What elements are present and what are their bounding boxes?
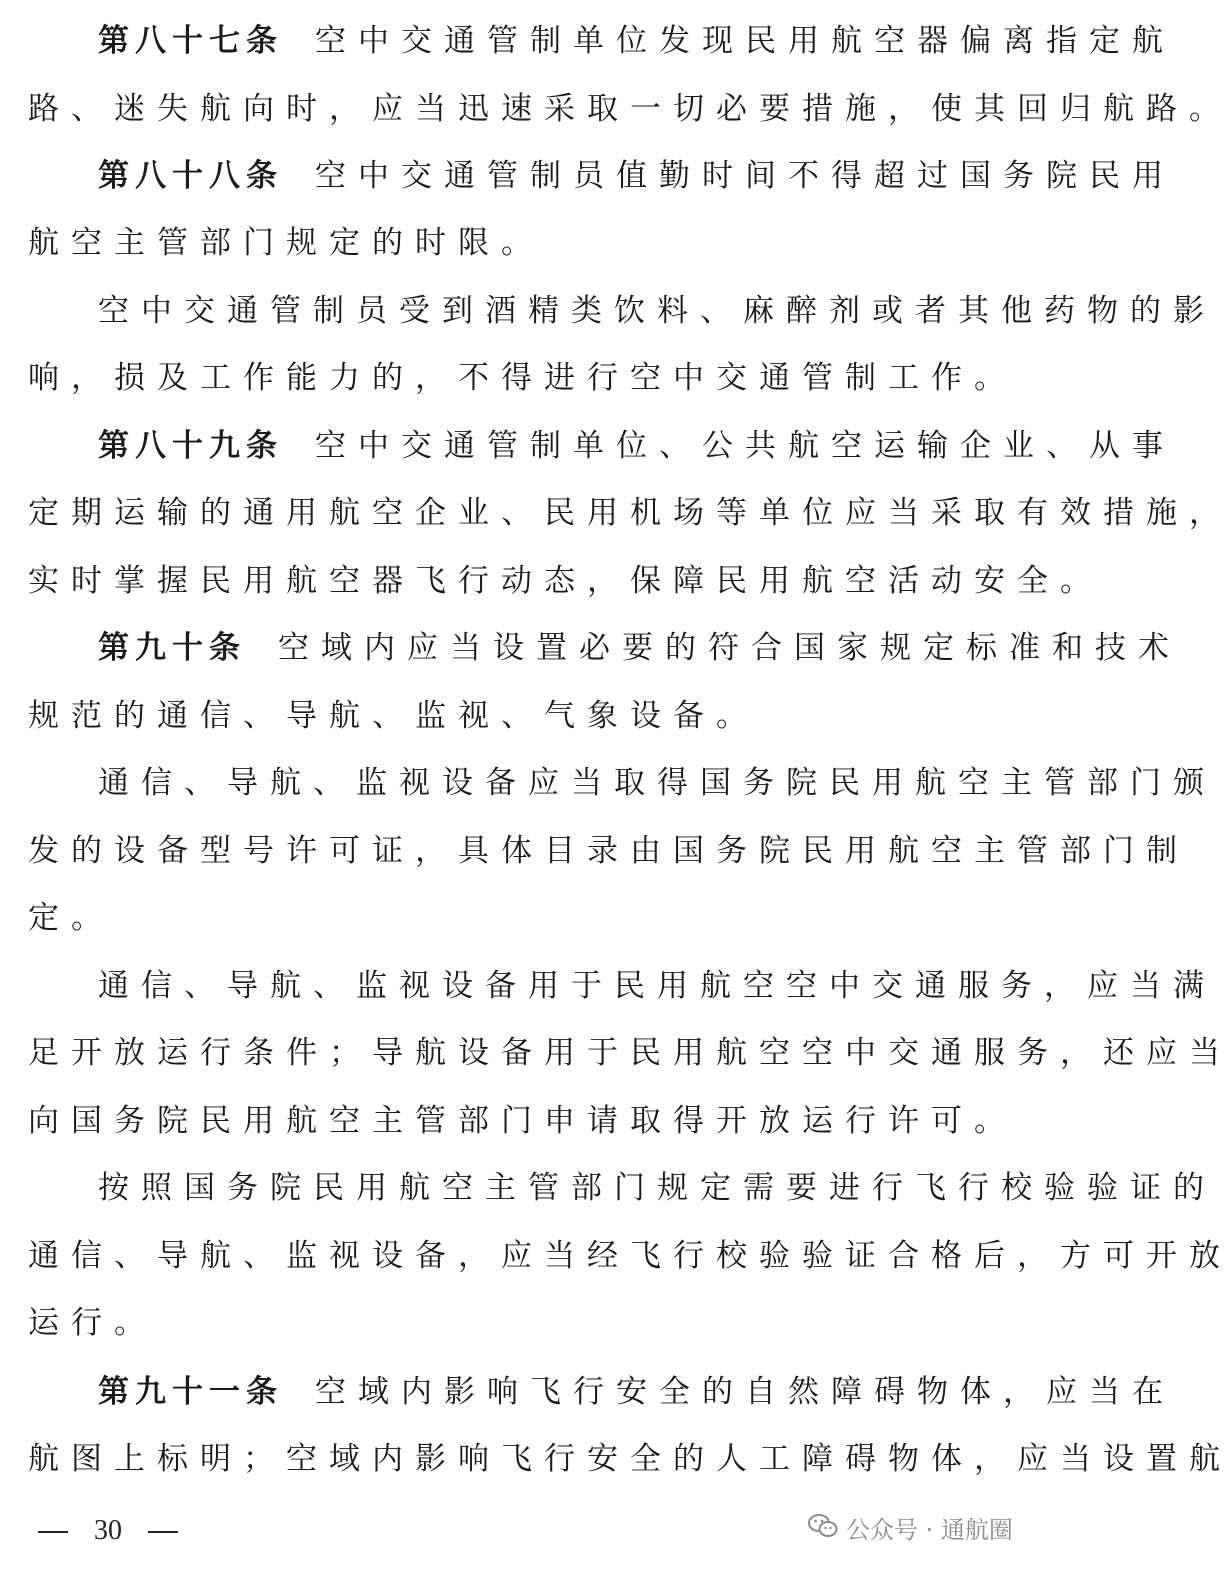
article-88-para-2-line-2	[28, 354, 1058, 402]
article-88-line-1	[98, 152, 1175, 200]
article-90-para-2-line-2	[28, 827, 1189, 875]
article-heading: 第八十八条	[98, 158, 283, 194]
article-90-para-2-line-1	[98, 759, 1216, 807]
line-text: 航空主管部门规定的时限。	[28, 225, 544, 261]
line-text: 通信、导航、监视设备用于民用航空空中交通服务，应当满	[98, 968, 1216, 1004]
wechat-icon	[808, 1509, 838, 1553]
article-89-line-2	[28, 489, 1232, 537]
article-91-line-1	[98, 1368, 1175, 1416]
article-90-para-4-line-1	[98, 1164, 1216, 1212]
watermark-text: 公众号 · 通航圈	[846, 1516, 1013, 1544]
article-heading: 第八十七条	[98, 23, 283, 59]
line-text: 空中交通管制单位发现民用航空器偏离指定航	[315, 23, 1175, 59]
line-text: 空中交通管制员受到酒精类饮料、麻醉剂或者其他药物的影	[98, 293, 1216, 329]
article-88-line-2	[28, 219, 1058, 267]
article-90-para-4-line-2	[28, 1232, 1232, 1280]
article-89-line-1	[98, 422, 1175, 470]
line-text: 定。	[28, 900, 114, 936]
line-text: 运行。	[28, 1305, 157, 1341]
line-text: 按照国务院民用航空主管部门规定需要进行飞行校验验证的	[98, 1170, 1216, 1206]
article-heading: 第八十九条	[98, 428, 283, 464]
line-text: 实时掌握民用航空器飞行动态，保障民用航空活动安全。	[28, 563, 1103, 599]
article-89-line-3	[28, 557, 1103, 605]
line-text: 定期运输的通用航空企业、民用机场等单位应当采取有效措施，	[28, 495, 1232, 531]
article-90-para-3-line-3	[28, 1097, 1058, 1145]
line-text: 通信、导航、监视设备，应当经飞行校验验证合格后，方可开放	[28, 1238, 1232, 1274]
line-text: 规范的通信、导航、监视、气象设备。	[28, 698, 759, 734]
article-90-para-4-line-3	[28, 1299, 1058, 1347]
article-88-para-2-line-1	[98, 287, 1216, 335]
article-90-para-3-line-1	[98, 962, 1216, 1010]
page-number-dash-right	[148, 1531, 178, 1533]
article-91-line-2	[28, 1435, 1232, 1483]
page-number: 30	[94, 1515, 122, 1546]
line-text: 空中交通管制单位、公共航空运输企业、从事	[315, 428, 1175, 464]
article-heading: 第九十条	[98, 630, 246, 666]
article-90-line-1	[98, 624, 1181, 672]
line-text: 航图上标明；空域内影响飞行安全的人工障碍物体，应当设置航	[28, 1441, 1232, 1477]
article-90-para-3-line-2	[28, 1029, 1232, 1077]
article-90-line-2	[28, 692, 1058, 740]
line-text: 发的设备型号许可证，具体目录由国务院民用航空主管部门制	[28, 833, 1189, 869]
line-text: 空中交通管制员值勤时间不得超过国务院民用	[315, 158, 1175, 194]
line-text: 通信、导航、监视设备应当取得国务院民用航空主管部门颁	[98, 765, 1216, 801]
line-text: 向国务院民用航空主管部门申请取得开放运行许可。	[28, 1103, 1017, 1139]
line-text: 响，损及工作能力的，不得进行空中交通管制工作。	[28, 360, 1017, 396]
line-text: 空域内影响飞行安全的自然障碍物体，应当在	[315, 1374, 1175, 1410]
article-heading: 第九十一条	[98, 1374, 283, 1410]
article-90-para-2-line-3	[28, 894, 1058, 942]
article-87-line-2	[28, 85, 1232, 133]
line-text: 足开放运行条件；导航设备用于民用航空空中交通服务，还应当	[28, 1035, 1232, 1071]
watermark	[808, 1508, 1013, 1552]
page-number-footer	[38, 1508, 178, 1552]
line-text: 路、迷失航向时，应当迅速采取一切必要措施，使其回归航路。	[28, 91, 1232, 127]
article-87-line-1	[98, 17, 1175, 65]
page-number-dash-left	[38, 1531, 68, 1533]
line-text: 空域内应当设置必要的符合国家规定标准和技术	[278, 630, 1181, 666]
